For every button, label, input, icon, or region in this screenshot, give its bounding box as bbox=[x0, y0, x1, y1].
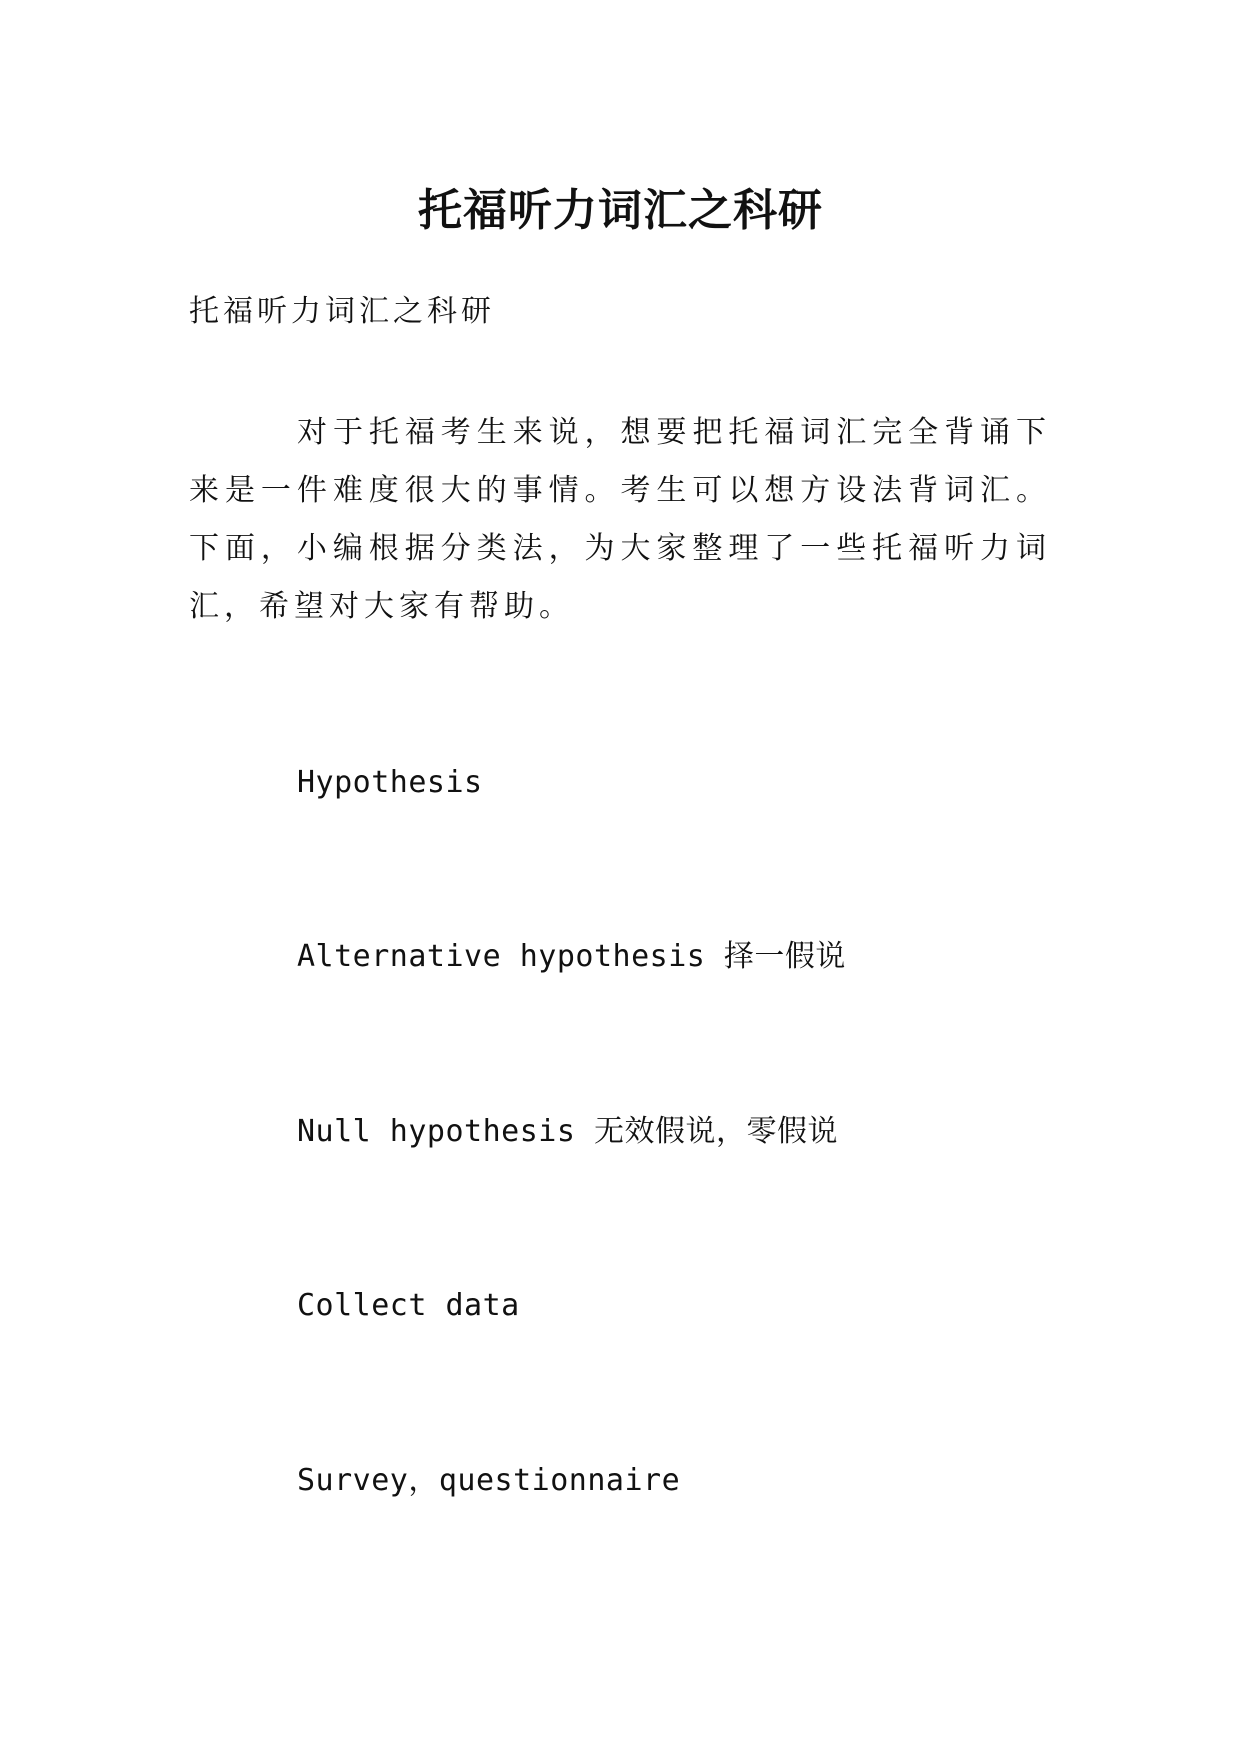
page-title: 托福听力词汇之科研 bbox=[418, 185, 823, 237]
vocabulary-item-hypothesis: Hypothesis bbox=[297, 765, 483, 800]
vocabulary-item-alternative-hypothesis: Alternative hypothesis 择一假说 bbox=[297, 939, 846, 974]
vocabulary-item-collect-data: Collect data bbox=[297, 1288, 520, 1323]
vocabulary-item-null-hypothesis: Null hypothesis 无效假说，零假说 bbox=[297, 1114, 838, 1149]
intro-paragraph: 对于托福考生来说，想要把托福词汇完全背诵下来是一件难度很大的事情。考生可以想方设法背词汇。下面，小编根据分类法，为大家整理了一些托福听力词汇，希望对大家有帮助。 bbox=[189, 415, 1051, 624]
vocabulary-item-survey: Survey，questionnaire bbox=[297, 1463, 681, 1498]
document-subtitle: 托福听力词汇之科研 bbox=[189, 294, 495, 329]
